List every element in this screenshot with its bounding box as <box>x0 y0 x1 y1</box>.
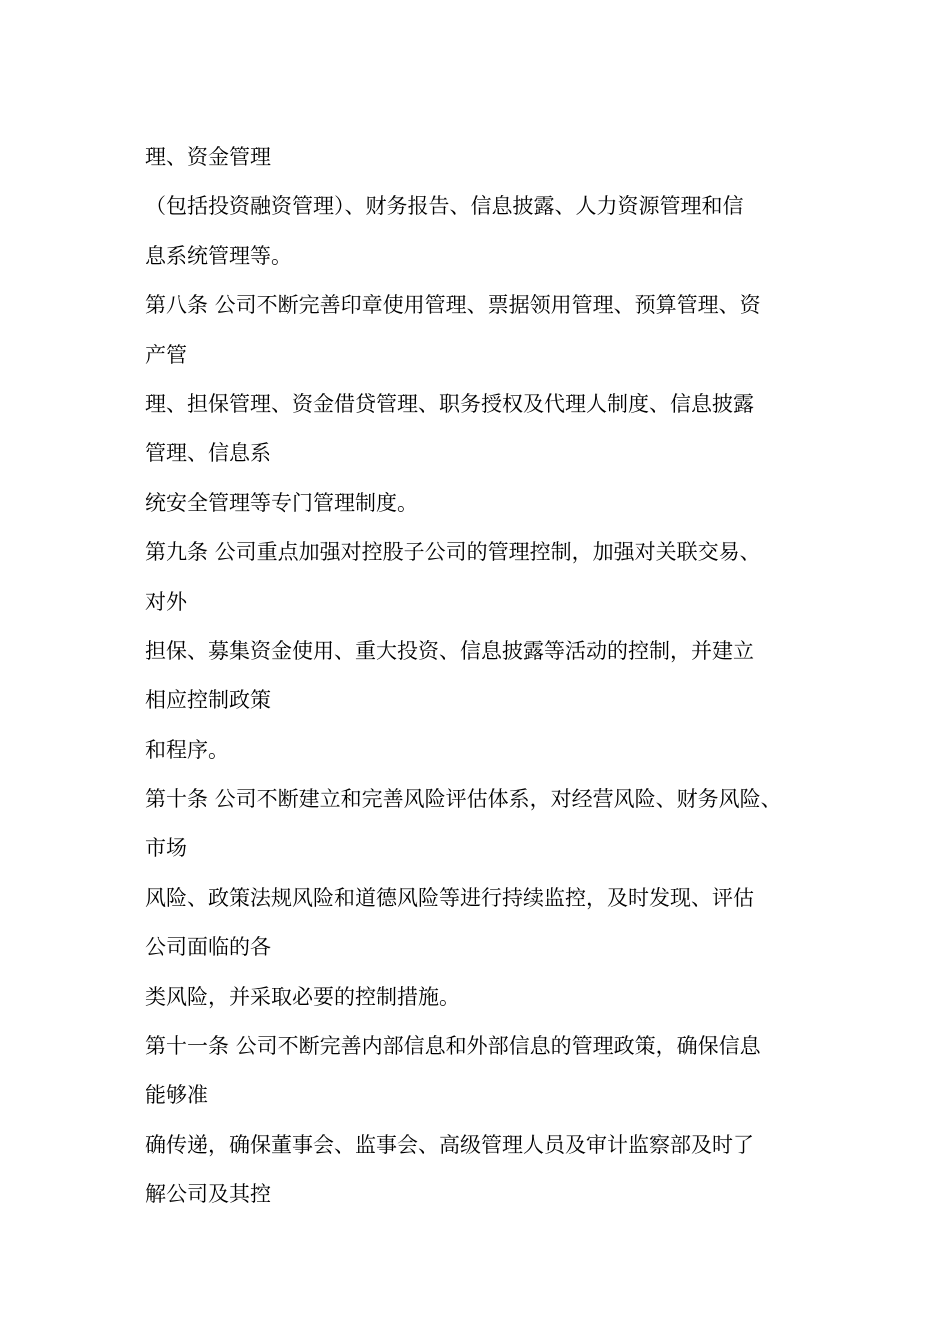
text-line: 第九条 公司重点加强对控股子公司的管理控制，加强对关联交易、 <box>145 540 761 565</box>
text-line: 产管 <box>145 342 187 367</box>
text-line: 息系统管理等。 <box>145 243 292 268</box>
text-line: （包括投资融资管理）、财务报告、信息披露、人力资源管理和信 <box>145 194 744 219</box>
text-line: 第十条 公司不断建立和完善风险评估体系，对经营风险、财务风险、 <box>145 787 782 812</box>
text-line: 管理、信息系 <box>145 441 271 466</box>
text-line: 相应控制政策 <box>145 688 271 713</box>
text-line: 理、担保管理、资金借贷管理、职务授权及代理人制度、信息披露 <box>145 391 754 416</box>
text-line: 统安全管理等专门管理制度。 <box>145 490 418 515</box>
text-line: 和程序。 <box>145 737 229 762</box>
document-body <box>145 133 865 1220</box>
text-line: 公司面临的各 <box>145 935 271 960</box>
text-line: 第十一条 公司不断完善内部信息和外部信息的管理政策，确保信息 <box>145 1034 761 1059</box>
text-line: 风险、政策法规风险和道德风险等进行持续监控，及时发现、评估 <box>145 885 754 910</box>
text-line: 解公司及其控 <box>145 1182 271 1207</box>
text-line: 对外 <box>145 589 187 614</box>
text-line: 能够准 <box>145 1083 208 1108</box>
text-line: 理、资金管理 <box>145 145 271 169</box>
text-line: 市场 <box>145 836 187 861</box>
text-line: 类风险，并采取必要的控制措施。 <box>145 984 460 1009</box>
text-line: 第八条 公司不断完善印章使用管理、票据领用管理、预算管理、资 <box>145 293 761 318</box>
text-line: 担保、募集资金使用、重大投资、信息披露等活动的控制，并建立 <box>145 638 754 663</box>
text-line: 确传递，确保董事会、监事会、高级管理人员及审计监察部及时了 <box>145 1132 754 1157</box>
